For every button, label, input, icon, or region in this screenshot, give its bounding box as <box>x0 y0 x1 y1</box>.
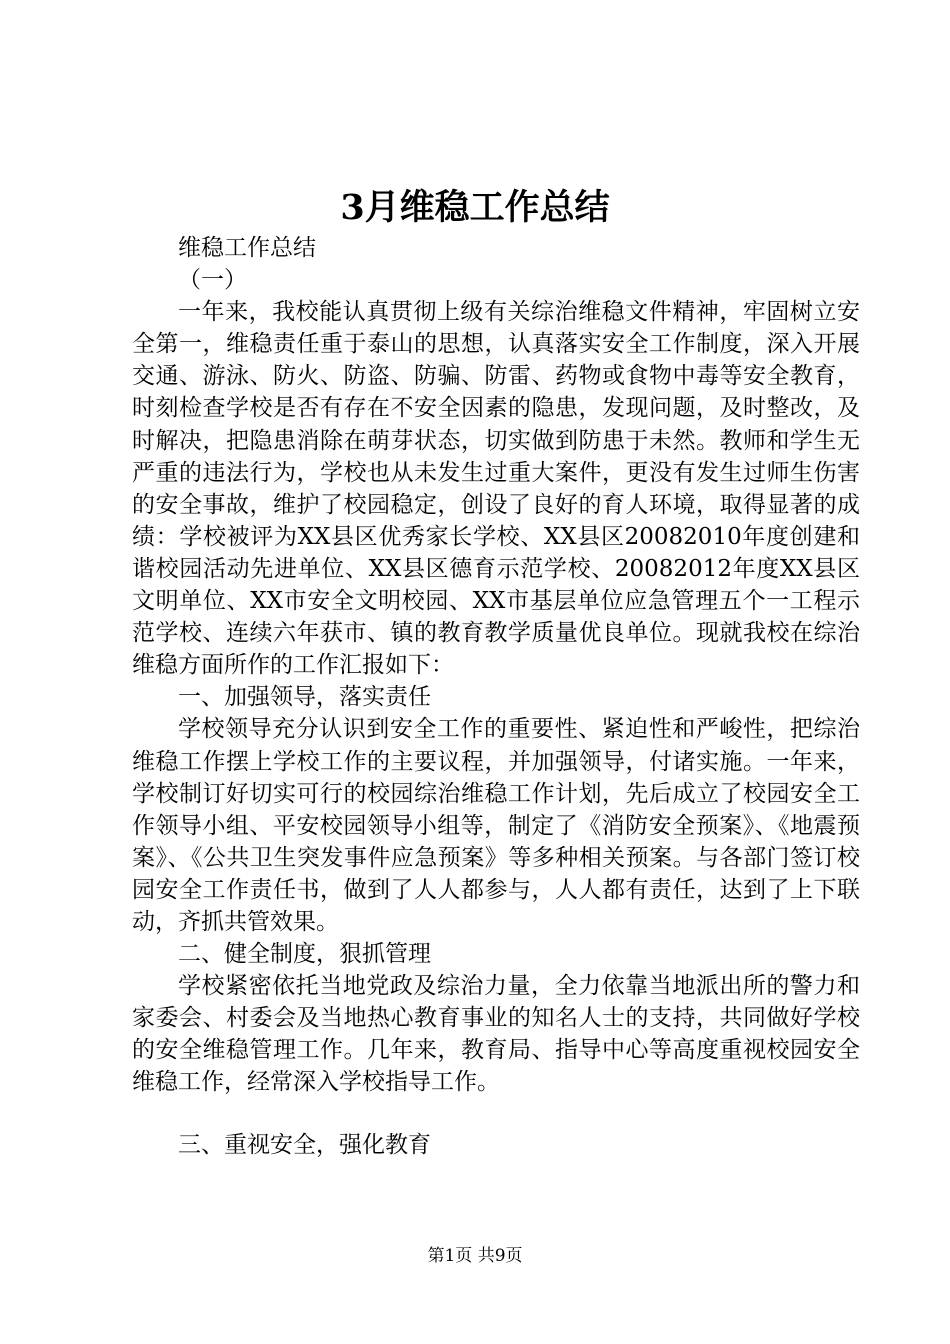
subtitle-paragraph: 维稳工作总结 <box>178 235 316 261</box>
section-2-paragraph: 学校紧密依托当地党政及综治力量，全力依靠当地派出所的警力和家委会、村委会及当地热心教育事业的知名人士的支持，共同做好学校的安全维稳管理工作。几年来，教育局、指导中心等高度重视校园安全维稳工作，经常深入学校指导工作。 <box>132 973 860 1096</box>
document-body <box>132 232 860 1161</box>
section-heading-3: 三、重视安全，强化教育 <box>178 1131 431 1158</box>
page-number: 第1页 共9页 <box>427 1246 523 1266</box>
section-1-paragraph: 学校领导充分认识到安全工作的重要性、紧迫性和严峻性，把综治维稳工作摆上学校工作的主要议程，并加强领导，付诸实施。一年来，学校制订好切实可行的校园综治维稳工作计划，先后成立了校园安全工作领导小组、平安校园领导小组等，制定了《消防安全预案》、《地震预案》、《公共卫生突发事件应急预案》等多种相关预案。与各部门签订校园安全工作责任书，做到了人人都参与，人人都有责任，达到了上下联动，齐抓共管效果。 <box>132 716 860 935</box>
intro-paragraph: 一年来，我校能认真贯彻上级有关综治维稳文件精神，牢固树立安全第一，维稳责任重于泰山的思想，认真落实安全工作制度，深入开展交通、游泳、防火、防盗、防骗、防雷、药物或食物中毒等安全教育，时刻检查学校是否有存在不安全因素的隐患，发现问题，及时整改，及时解决，把隐患消除在萌芽状态，切实做到防患于未然。教师和学生无严重的违法行为，学校也从未发生过重大案件，更没有发生过师生伤害的安全事故，维护了校园稳定，创设了良好的育人环境，取得显著的成绩：学校被评为XX县区优秀家长学校、XX县区20082010年度创建和谐校园活动先进单位、XX县区德育示范学校、20082012年度XX县区文明单位、XX市安全文明校园、XX市基层单位应急管理五个一工程示范学校、连续六年获市、镇的教育教学质量优良单位。现就我校在综治维稳方面所作的工作汇报如下： <box>132 299 860 679</box>
document-title: 3月维稳工作总结 <box>340 187 610 228</box>
section-heading-2: 二、健全制度，狠抓管理 <box>178 941 431 968</box>
subtitle-number-paragraph: （一） <box>178 267 247 294</box>
section-heading-1: 一、加强领导，落实责任 <box>178 684 431 711</box>
